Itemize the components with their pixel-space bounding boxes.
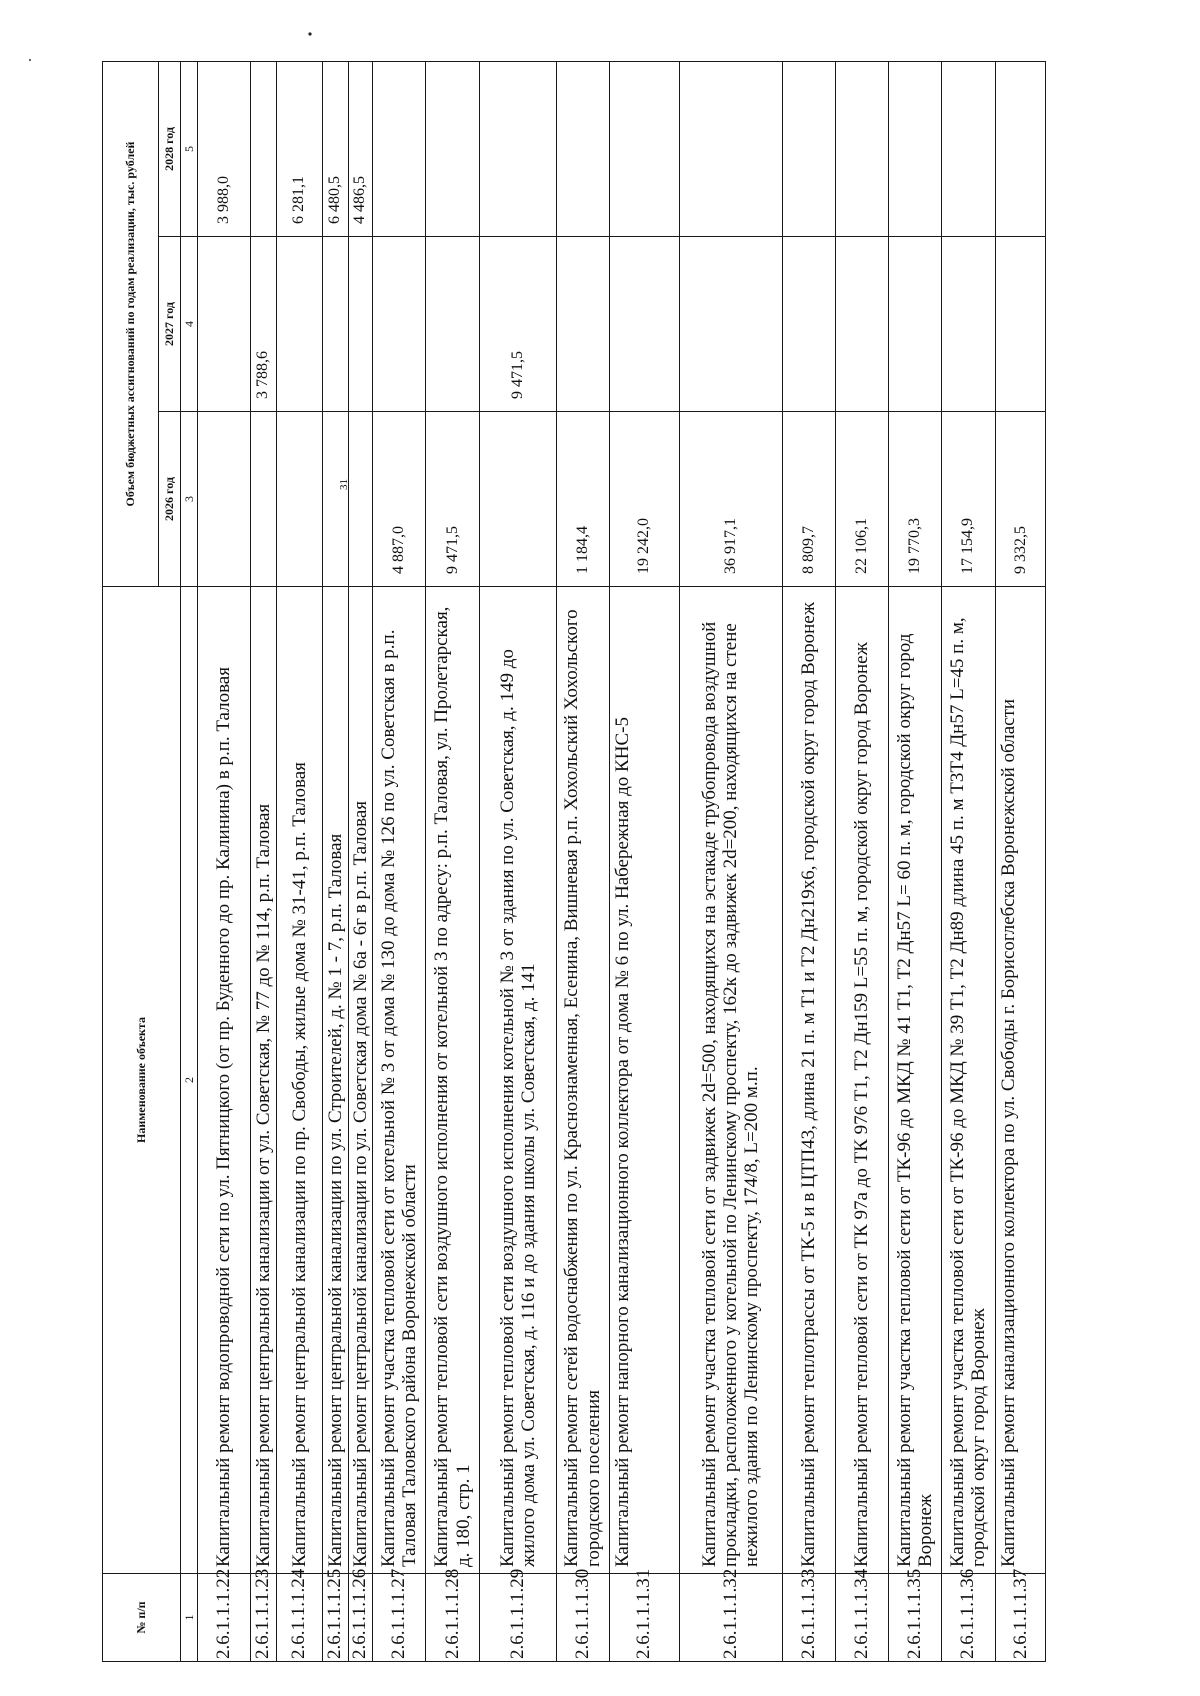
value-2028 <box>251 61 276 236</box>
value-2027: 9 471,5 <box>480 237 556 412</box>
value-2026 <box>198 412 251 587</box>
row-number: 2.6.1.1.1.30 <box>556 1574 609 1662</box>
value-2026: 4 887,0 <box>373 412 426 587</box>
value-2027 <box>426 237 480 412</box>
budget-table <box>102 61 1046 1662</box>
value-2027 <box>835 237 888 412</box>
value-2027 <box>782 237 835 412</box>
value-2028 <box>556 61 609 236</box>
row-number: 2.6.1.1.1.24 <box>276 1574 323 1662</box>
value-2026: 17 154,9 <box>941 412 995 587</box>
table-row <box>888 61 941 1661</box>
table-row <box>609 61 679 1661</box>
header-budget: Объем бюджетных ассигнований по годам реализации, тыс. рублей <box>103 61 159 586</box>
table-row <box>426 61 480 1661</box>
value-2028: 3 988,0 <box>198 61 251 236</box>
object-name: Капитальный ремонт тепловой сети воздушного исполнения от котельной 3 по адресу: р.п. Таловая, ул. Пролетарская, д. 180, стр. 1 <box>426 587 480 1574</box>
object-name: Капитальный ремонт центральной канализации по пр. Свободы, жилые дома № 31-41, р.п. Таловая <box>276 587 323 1574</box>
value-2027 <box>373 237 426 412</box>
object-name: Капитальный ремонт сетей водоснабжения по ул. Краснознаменная, Есенина, Вишневая р.п. Хохольский Хохольского городского поселения <box>556 587 609 1574</box>
value-2027 <box>609 237 679 412</box>
value-2028 <box>480 61 556 236</box>
value-2027 <box>198 237 251 412</box>
object-name: Капитальный ремонт тепловой сети от ТК 97а до ТК 976 Т1, Т2 Дн159 L=55 п. м, городской округ город Воронеж <box>835 587 888 1574</box>
table-row <box>679 61 782 1661</box>
value-2026 <box>276 412 323 587</box>
value-2027: 3 788,6 <box>251 237 276 412</box>
table-row <box>373 61 426 1661</box>
value-2027 <box>348 237 372 412</box>
table-row <box>996 61 1046 1661</box>
value-2026: 19 242,0 <box>609 412 679 587</box>
value-2028 <box>888 61 941 236</box>
col-number-1: 1 <box>181 1574 198 1662</box>
value-2026: 19 770,3 <box>888 412 941 587</box>
object-name: Капитальный ремонт участка тепловой сети от ТК-96 до МКД № 39 Т1, Т2 Дн89 длина 45 п. м Т3Т4 Дн57 L=45 п. м, городской округ город Воронеж <box>941 587 995 1574</box>
value-2026: 8 809,7 <box>782 412 835 587</box>
object-name: Капитальный ремонт центральной канализации по ул. Строителей, д. № 1 - 7, р.п. Таловая <box>323 587 348 1574</box>
value-2028: 6 281,1 <box>276 61 323 236</box>
value-2028 <box>996 61 1046 236</box>
col-number-4: 4 <box>181 237 198 412</box>
object-name: Капитальный ремонт водопроводной сети по ул. Пятницкого (от пр. Буденного до пр. Калинина) в р.п. Таловая <box>198 587 251 1574</box>
value-2028 <box>609 61 679 236</box>
row-number: 2.6.1.1.1.29 <box>480 1574 556 1662</box>
row-number: 2.6.1.1.1.31 <box>609 1574 679 1662</box>
row-number: 2.6.1.1.1.33 <box>782 1574 835 1662</box>
table-row <box>348 61 372 1661</box>
value-2028 <box>426 61 480 236</box>
object-name: Капитальный ремонт тепловой сети воздушного исполнения котельной № 3 от здания по ул. Советская, д. 149 до жилого дома ул. Советская, д. 116 и до здания школы ул. Советская, д. 141 <box>480 587 556 1574</box>
value-2026 <box>251 412 276 587</box>
value-2026: 9 471,5 <box>426 412 480 587</box>
value-2028: 4 486,5 <box>348 61 372 236</box>
row-number: 2.6.1.1.1.37 <box>996 1574 1046 1662</box>
value-2028 <box>679 61 782 236</box>
value-2028: 6 480,5 <box>323 61 348 236</box>
value-2027 <box>276 237 323 412</box>
table-row <box>835 61 888 1661</box>
value-2028 <box>373 61 426 236</box>
value-2028 <box>941 61 995 236</box>
value-2028 <box>835 61 888 236</box>
header-year-2028: 2028 год <box>159 61 181 236</box>
row-number: 2.6.1.1.1.32 <box>679 1574 782 1662</box>
value-2027 <box>323 237 348 412</box>
row-number: 2.6.1.1.1.36 <box>941 1574 995 1662</box>
table-row <box>276 61 323 1661</box>
value-2026 <box>323 412 348 587</box>
header-year-2027: 2027 год <box>159 237 181 412</box>
object-name: Капитальный ремонт участка тепловой сети от котельной № 3 от дома № 130 до дома № 126 по ул. Советская в р.п. Таловая Таловского района Воронежской области <box>373 587 426 1574</box>
value-2027 <box>996 237 1046 412</box>
table-row <box>480 61 556 1661</box>
value-2027 <box>679 237 782 412</box>
object-name: Капитальный ремонт центральной канализации от ул. Советская, № 77 до № 114, р.п. Таловая <box>251 587 276 1574</box>
row-number: 2.6.1.1.1.28 <box>426 1574 480 1662</box>
table-row <box>782 61 835 1661</box>
table-row <box>198 61 251 1661</box>
row-number: 2.6.1.1.1.23 <box>251 1574 276 1662</box>
object-name: Капитальный ремонт канализационного коллектора по ул. Свободы г. Борисоглебска Воронежской области <box>996 587 1046 1574</box>
object-name: Капитальный ремонт участка тепловой сети от ТК-96 до МКД № 41 Т1, Т2 Дн57 L= 60 п. м, городской округ город Воронеж <box>888 587 941 1574</box>
header-num: № п/п <box>103 1574 181 1662</box>
row-number: 2.6.1.1.1.27 <box>373 1574 426 1662</box>
value-2026: 1 184,4 <box>556 412 609 587</box>
header-name: Наименование объекта <box>103 587 181 1574</box>
row-number: 2.6.1.1.1.35 <box>888 1574 941 1662</box>
header-year-2026: 2026 год <box>159 412 181 587</box>
page-number: 31 <box>338 479 350 490</box>
table-row <box>941 61 995 1661</box>
value-2026: 9 332,5 <box>996 412 1046 587</box>
value-2027 <box>888 237 941 412</box>
col-number-2: 2 <box>181 587 198 1574</box>
row-number: 2.6.1.1.1.22 <box>198 1574 251 1662</box>
value-2026: 36 917,1 <box>679 412 782 587</box>
object-name: Капитальный ремонт участка тепловой сети от задвижек 2d=500, находящихся на эстакаде трубопровода воздушной прокладки, расположенного у котельной по Ленинскому проспекту, 162к до задвижек 2d=200, находящихся на стене нежилого здания по Ленинскому проспекту, 174/8, L=200 м.п. <box>679 587 782 1574</box>
table-row <box>251 61 276 1661</box>
object-name: Капитальный ремонт напорного канализационного коллектора от дома № 6 по ул. Набережная до КНС-5 <box>609 587 679 1574</box>
value-2027 <box>556 237 609 412</box>
object-name: Капитальный ремонт центральной канализации по ул. Советская дома № 6а - 6г в р.п. Таловая <box>348 587 372 1574</box>
table-row <box>323 61 348 1661</box>
table-row <box>556 61 609 1661</box>
rotated-table-wrapper <box>102 62 1046 1662</box>
value-2026: 22 106,1 <box>835 412 888 587</box>
value-2026 <box>480 412 556 587</box>
value-2026 <box>348 412 372 587</box>
value-2028 <box>782 61 835 236</box>
row-number: 2.6.1.1.1.25 <box>323 1574 348 1662</box>
col-number-5: 5 <box>181 61 198 236</box>
object-name: Капитальный ремонт теплотрассы от ТК-5 и в ЦТП43, длина 21 п. м Т1 и Т2 Дн219х6, городской округ город Воронеж <box>782 587 835 1574</box>
row-number: 2.6.1.1.1.34 <box>835 1574 888 1662</box>
value-2027 <box>941 237 995 412</box>
row-number: 2.6.1.1.1.26 <box>348 1574 372 1662</box>
col-number-3: 3 <box>181 412 198 587</box>
